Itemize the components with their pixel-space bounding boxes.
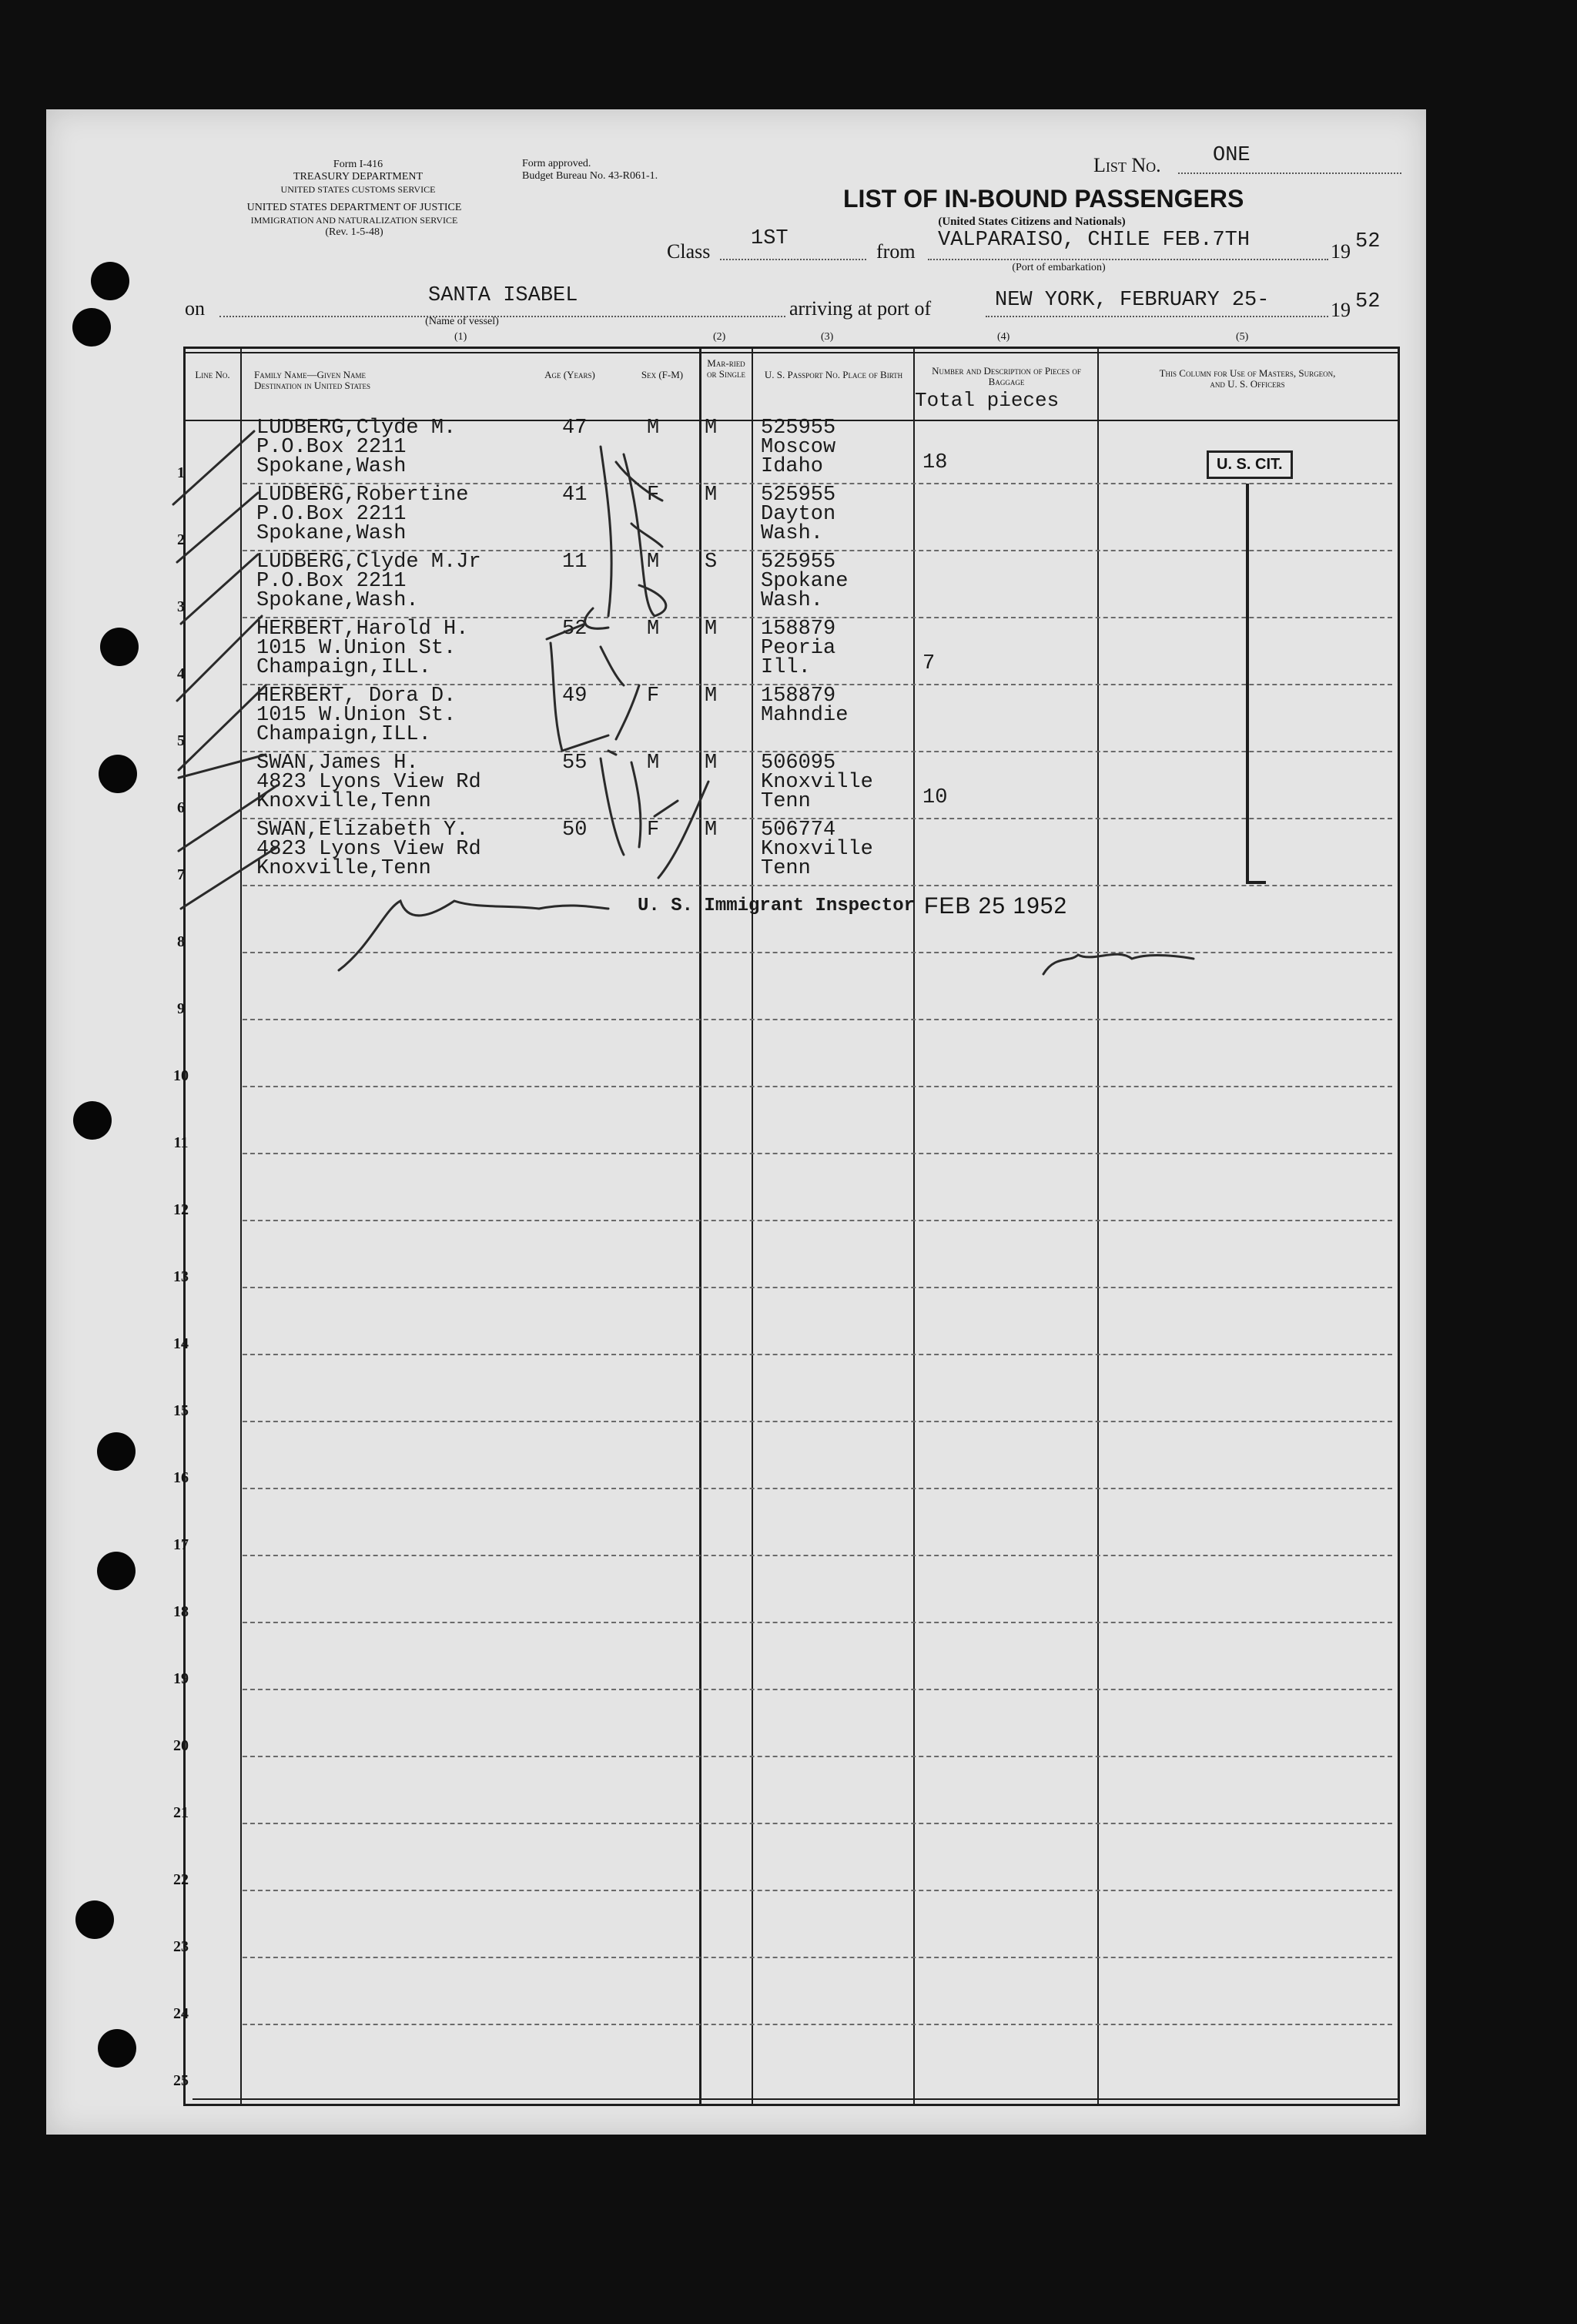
address-line-1: P.O.Box 2211 <box>256 436 407 459</box>
year-value-1: 52 <box>1355 230 1381 253</box>
line-number: 20 <box>173 1737 189 1754</box>
header-married: Mar-ried or Single <box>707 357 745 380</box>
line-number: 7 <box>177 866 185 883</box>
page-subtitle: (United States Citizens and Nationals) <box>938 216 1126 228</box>
sex-value: M <box>647 551 660 574</box>
address-line-1: 4823 Lyons View Rd <box>256 838 481 861</box>
passenger-name: LUDBERG,Robertine <box>256 484 469 507</box>
place-of-birth-2: Wash. <box>761 522 824 545</box>
page-title: LIST OF IN-BOUND PASSENGERS <box>843 185 1244 213</box>
column-number-2: (2) <box>713 331 726 343</box>
us-citizen-stamp: U. S. CIT. <box>1207 450 1293 479</box>
header-passport: U. S. Passport No. Place of Birth <box>764 369 903 380</box>
line-number: 5 <box>177 732 185 749</box>
passenger-name: LUDBERG,Clyde M. <box>256 417 457 440</box>
year-prefix-1: 19 <box>1331 240 1351 263</box>
class-label: Class <box>667 240 711 263</box>
line-number: 17 <box>173 1536 189 1553</box>
justice-department: UNITED STATES DEPARTMENT OF JUSTICE <box>246 202 462 213</box>
line-number: 16 <box>173 1469 189 1486</box>
line-number: 24 <box>173 2005 189 2022</box>
passport-number: 506095 <box>761 752 836 775</box>
treasury-department: TREASURY DEPARTMENT <box>293 171 424 183</box>
address-line-2: Champaign,ILL. <box>256 656 431 679</box>
address-line-1: 1015 W.Union St. <box>256 637 457 660</box>
passport-number: 158879 <box>761 685 836 708</box>
address-line-1: P.O.Box 2211 <box>256 570 407 593</box>
inspector-label: U. S. Immigrant Inspector <box>638 896 916 916</box>
place-of-birth-1: Peoria <box>761 637 836 660</box>
from-value: VALPARAISO, CHILE FEB.7TH <box>938 229 1251 252</box>
form-number: Form I-416 <box>333 159 383 170</box>
header-destination-text: Destination in United States <box>254 380 371 391</box>
sex-value: M <box>647 417 660 440</box>
customs-service: UNITED STATES CUSTOMS SERVICE <box>280 184 436 195</box>
place-of-birth-2: Idaho <box>761 455 824 478</box>
place-of-birth-2: Wash. <box>761 589 824 612</box>
header-age: Age (Years) <box>544 369 595 380</box>
line-number: 8 <box>177 933 185 950</box>
sex-value: M <box>647 752 660 775</box>
place-of-birth-1: Dayton <box>761 503 836 526</box>
header-officers: This Column for Use of Masters, Surgeon, and U. S. Officers <box>1159 367 1336 390</box>
line-number: 9 <box>177 1000 185 1017</box>
header-name-text: Family Name—Given Name <box>254 369 366 380</box>
line-number: 21 <box>173 1804 189 1821</box>
class-value: 1ST <box>751 227 788 250</box>
list-number-label: List No. <box>1093 154 1161 176</box>
on-label: on <box>185 297 205 320</box>
passport-number: 525955 <box>761 417 836 440</box>
marital-status: S <box>705 551 718 574</box>
passport-number: 506774 <box>761 819 836 842</box>
ins-service: IMMIGRATION AND NATURALIZATION SERVICE <box>250 215 458 226</box>
line-number: 1 <box>177 464 185 481</box>
vessel-name: SANTA ISABEL <box>428 284 578 307</box>
passport-number: 158879 <box>761 618 836 641</box>
baggage-count: 10 <box>922 786 948 809</box>
passenger-name: HERBERT, Dora D. <box>256 685 457 708</box>
place-of-birth-1: Spokane <box>761 570 849 593</box>
age-value: 47 <box>562 417 588 440</box>
list-number-value: ONE <box>1213 144 1251 167</box>
marital-status: M <box>705 685 718 708</box>
address-line-2: Spokane,Wash <box>256 455 407 478</box>
place-of-birth-2: Tenn <box>761 857 811 880</box>
line-number: 6 <box>177 799 185 816</box>
address-line-2: Knoxville,Tenn <box>256 790 431 813</box>
address-line-2: Knoxville,Tenn <box>256 857 431 880</box>
line-number: 10 <box>173 1067 189 1084</box>
line-number: 4 <box>177 665 185 682</box>
line-number: 13 <box>173 1268 189 1285</box>
line-number: 12 <box>173 1201 189 1218</box>
age-value: 49 <box>562 685 588 708</box>
line-number: 3 <box>177 598 185 615</box>
marital-status: M <box>705 484 718 507</box>
line-number: 15 <box>173 1402 189 1419</box>
line-number: 11 <box>173 1134 189 1151</box>
passport-number: 525955 <box>761 551 836 574</box>
line-number: 25 <box>173 2072 189 2089</box>
marital-status: M <box>705 417 718 440</box>
header-line-no: Line No. <box>195 369 230 380</box>
passenger-name: SWAN,James H. <box>256 752 419 775</box>
address-line-1: 4823 Lyons View Rd <box>256 771 481 794</box>
place-of-birth-1: Mahndie <box>761 704 849 727</box>
marital-status: M <box>705 819 718 842</box>
port-embark-caption: (Port of embarkation) <box>1012 262 1106 273</box>
sex-value: F <box>647 819 660 842</box>
header-sex: Sex (F-M) <box>641 369 684 380</box>
marital-status: M <box>705 752 718 775</box>
baggage-typed-header: Total pieces <box>915 389 1060 412</box>
vessel-caption: (Name of vessel) <box>425 316 499 327</box>
passenger-name: SWAN,Elizabeth Y. <box>256 819 469 842</box>
column-number-5: (5) <box>1236 331 1249 343</box>
address-line-2: Champaign,ILL. <box>256 723 431 746</box>
line-number: 19 <box>173 1670 189 1687</box>
arriving-label: arriving at port of <box>789 297 932 320</box>
revision-date: (Rev. 1-5-48) <box>325 226 383 238</box>
from-label: from <box>876 240 916 263</box>
address-line-2: Spokane,Wash <box>256 522 407 545</box>
age-value: 11 <box>562 551 588 574</box>
budget-bureau: Budget Bureau No. 43-R061-1. <box>522 170 658 182</box>
address-line-2: Spokane,Wash. <box>256 589 419 612</box>
place-of-birth-2: Tenn <box>761 790 811 813</box>
age-value: 55 <box>562 752 588 775</box>
baggage-count: 7 <box>922 652 936 675</box>
address-line-1: 1015 W.Union St. <box>256 704 457 727</box>
passport-number: 525955 <box>761 484 836 507</box>
header-baggage: Number and Description of Pieces of Baggage <box>932 365 1081 387</box>
line-number: 18 <box>173 1603 189 1620</box>
place-of-birth-1: Moscow <box>761 436 836 459</box>
baggage-count: 18 <box>922 451 948 474</box>
column-number-4: (4) <box>997 331 1010 343</box>
arrival-port-date: NEW YORK, FEBRUARY 25- <box>995 289 1270 312</box>
age-value: 50 <box>562 819 588 842</box>
sex-value: M <box>647 618 660 641</box>
column-number-3: (3) <box>821 331 834 343</box>
sex-value: F <box>647 685 660 708</box>
year-value-2: 52 <box>1355 290 1381 313</box>
line-number: 22 <box>173 1871 189 1888</box>
marital-status: M <box>705 618 718 641</box>
age-value: 52 <box>562 618 588 641</box>
passenger-name: LUDBERG,Clyde M.Jr <box>256 551 481 574</box>
place-of-birth-1: Knoxville <box>761 838 873 861</box>
passenger-name: HERBERT,Harold H. <box>256 618 469 641</box>
form-approved: Form approved. <box>522 158 591 169</box>
date-stamp: FEB 25 1952 <box>924 893 1068 919</box>
age-value: 41 <box>562 484 588 507</box>
place-of-birth-1: Knoxville <box>761 771 873 794</box>
column-number-1: (1) <box>454 331 467 343</box>
line-number: 2 <box>177 531 185 548</box>
address-line-1: P.O.Box 2211 <box>256 503 407 526</box>
line-number: 14 <box>173 1335 189 1352</box>
place-of-birth-2: Ill. <box>761 656 811 679</box>
line-number: 23 <box>173 1938 189 1955</box>
year-prefix-2: 19 <box>1331 299 1351 321</box>
sex-value: F <box>647 484 660 507</box>
